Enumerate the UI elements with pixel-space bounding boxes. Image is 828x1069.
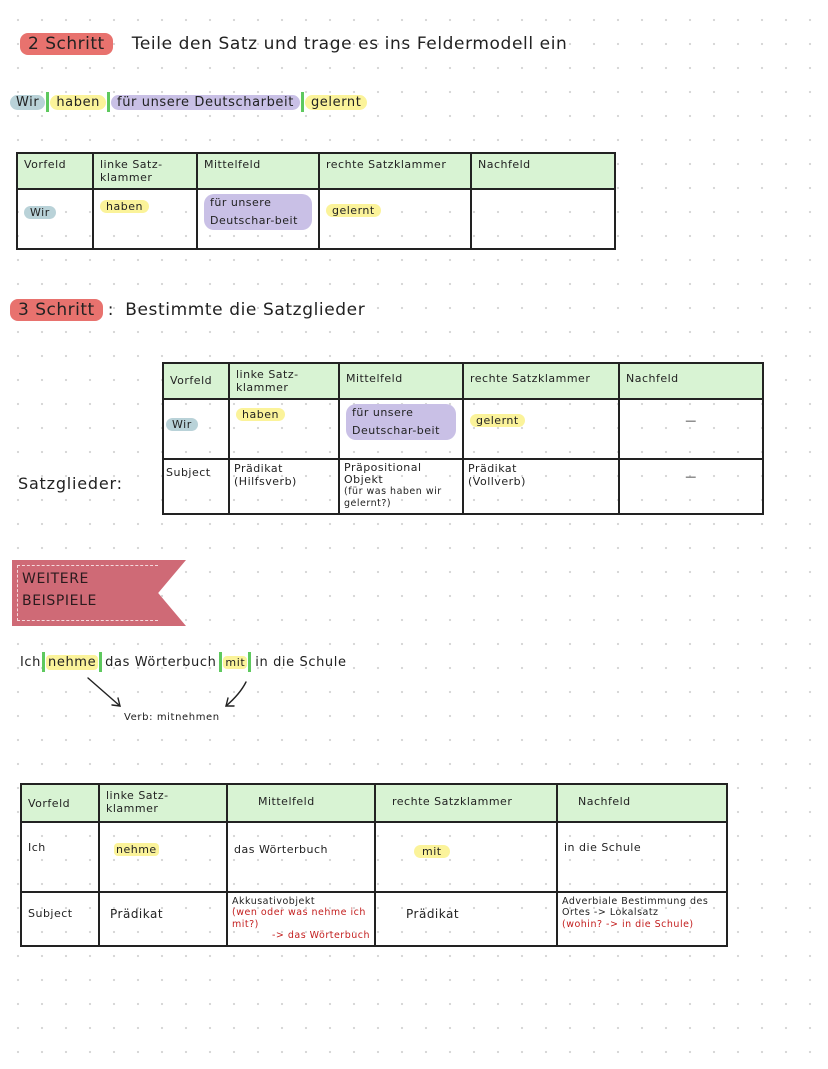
- word-ich: Ich: [20, 654, 42, 670]
- label-praedikat: Prädikat: [468, 462, 517, 475]
- header-nachfeld: Nachfeld: [471, 153, 615, 189]
- label-adverbiale-bestimmung: Adverbiale Bestimmung des Ortes -> Lokalsatz: [562, 896, 709, 919]
- split-bar: [42, 652, 45, 672]
- label-frage: (für was haben wir gelernt?): [344, 486, 442, 509]
- header-vorfeld: Vorfeld: [21, 784, 99, 822]
- label-wohin: (wohin? -> in die Schule): [562, 918, 694, 930]
- cell-mittelfeld: für unsere Deutschar-beit: [346, 404, 456, 440]
- header-linke-satzklammer: linke Satz-klammer: [229, 363, 339, 399]
- cell-praedikat: Prädikat: [99, 892, 227, 946]
- step3-heading: [10, 300, 365, 320]
- cell-in-die-schule: in die Schule: [557, 822, 727, 892]
- split-bar: [219, 652, 222, 672]
- label-akk-antwort: -> das Wörterbuch: [271, 930, 370, 942]
- header-vorfeld: Vorfeld: [163, 363, 229, 399]
- example-feldermodell-table: [20, 783, 728, 947]
- cell-nehme: nehme: [116, 843, 157, 856]
- cell-rechte: gelernt: [470, 414, 525, 427]
- step3-instruction: Bestimmte die Satzglieder: [125, 300, 366, 320]
- satzglieder-label: Satzglieder:: [18, 474, 123, 493]
- step2-sentence: [10, 92, 367, 112]
- ribbon-line1: WEITERE: [22, 571, 89, 587]
- cell-nachfeld: —: [619, 399, 763, 459]
- cell-subject: Subject: [21, 892, 99, 946]
- ribbon-line2: BEISPIELE: [22, 593, 97, 609]
- word-nehme: nehme: [48, 654, 97, 670]
- step3-colon: :: [107, 300, 115, 320]
- word-wir: Wir: [10, 95, 45, 110]
- step2-heading: [20, 34, 567, 54]
- header-nachfeld: Nachfeld: [619, 363, 763, 399]
- cell-rechte: gelernt: [326, 204, 381, 217]
- cell-mit: mit: [414, 845, 450, 858]
- example-sentence: [20, 652, 350, 672]
- header-rechte-satzklammer: rechte Satzklammer: [319, 153, 471, 189]
- cell-nachfeld: [471, 189, 615, 249]
- header-rechte-satzklammer: rechte Satzklammer: [463, 363, 619, 399]
- split-bar: [301, 92, 304, 112]
- cell-subject: Subject: [163, 459, 229, 514]
- word-mittelfeld: für unsere Deutscharbeit: [111, 95, 300, 110]
- header-vorfeld: Vorfeld: [17, 153, 93, 189]
- cell-woerterbuch: das Wörterbuch: [227, 822, 375, 892]
- step3-satzglieder-table: [162, 362, 764, 515]
- ribbon-label: [22, 568, 97, 612]
- step3-badge: 3 Schritt: [10, 299, 103, 321]
- cell-vorfeld: Wir: [166, 418, 198, 431]
- step2-feldermodell-table: [16, 152, 616, 250]
- verb-note: Verb: mitnehmen: [124, 712, 220, 723]
- step2-badge: 2 Schritt: [20, 33, 113, 55]
- label-akk-frage: (wen oder was nehme ich mit?): [232, 907, 366, 930]
- header-mittelfeld: Mittelfeld: [197, 153, 319, 189]
- cell-praedikat-rechts: Prädikat: [375, 892, 557, 946]
- header-nachfeld: Nachfeld: [557, 784, 727, 822]
- cell-mittelfeld: für unsere Deutschar-beit: [204, 194, 312, 230]
- word-gelernt: gelernt: [305, 95, 368, 110]
- arrow-right: [226, 682, 246, 706]
- word-woerterbuch: das Wörterbuch: [105, 654, 217, 670]
- label-hilfsverb: (Hilfsverb): [234, 475, 297, 488]
- word-mit: mit: [225, 655, 246, 669]
- header-rechte-satzklammer: rechte Satzklammer: [375, 784, 557, 822]
- split-bar: [46, 92, 49, 112]
- arrow-left: [88, 678, 120, 706]
- cell-linke: haben: [100, 200, 149, 213]
- split-bar: [107, 92, 110, 112]
- header-mittelfeld: Mittelfeld: [339, 363, 463, 399]
- cell-vorfeld: Wir: [24, 206, 56, 219]
- step2-instruction: Teile den Satz und trage es ins Feldermodell ein: [131, 34, 568, 54]
- label-vollverb: (Vollverb): [468, 475, 526, 488]
- header-linke-satzklammer: linke Satz-klammer: [93, 153, 197, 189]
- word-in-die-schule: in die Schule: [255, 654, 347, 670]
- split-bar: [248, 652, 251, 672]
- split-bar: [99, 652, 102, 672]
- cell-linke: haben: [236, 408, 285, 421]
- header-mittelfeld: Mittelfeld: [227, 784, 375, 822]
- label-praepositional-objekt: Präpositional Objekt: [344, 461, 422, 487]
- cell-nachfeld-empty: —: [619, 459, 763, 514]
- cell-ich: Ich: [21, 822, 99, 892]
- word-haben: haben: [50, 95, 106, 110]
- label-praedikat: Prädikat: [234, 462, 283, 475]
- header-linke-satzklammer: linke Satz-klammer: [99, 784, 227, 822]
- label-akkusativobjekt: Akkusativobjekt: [232, 896, 316, 907]
